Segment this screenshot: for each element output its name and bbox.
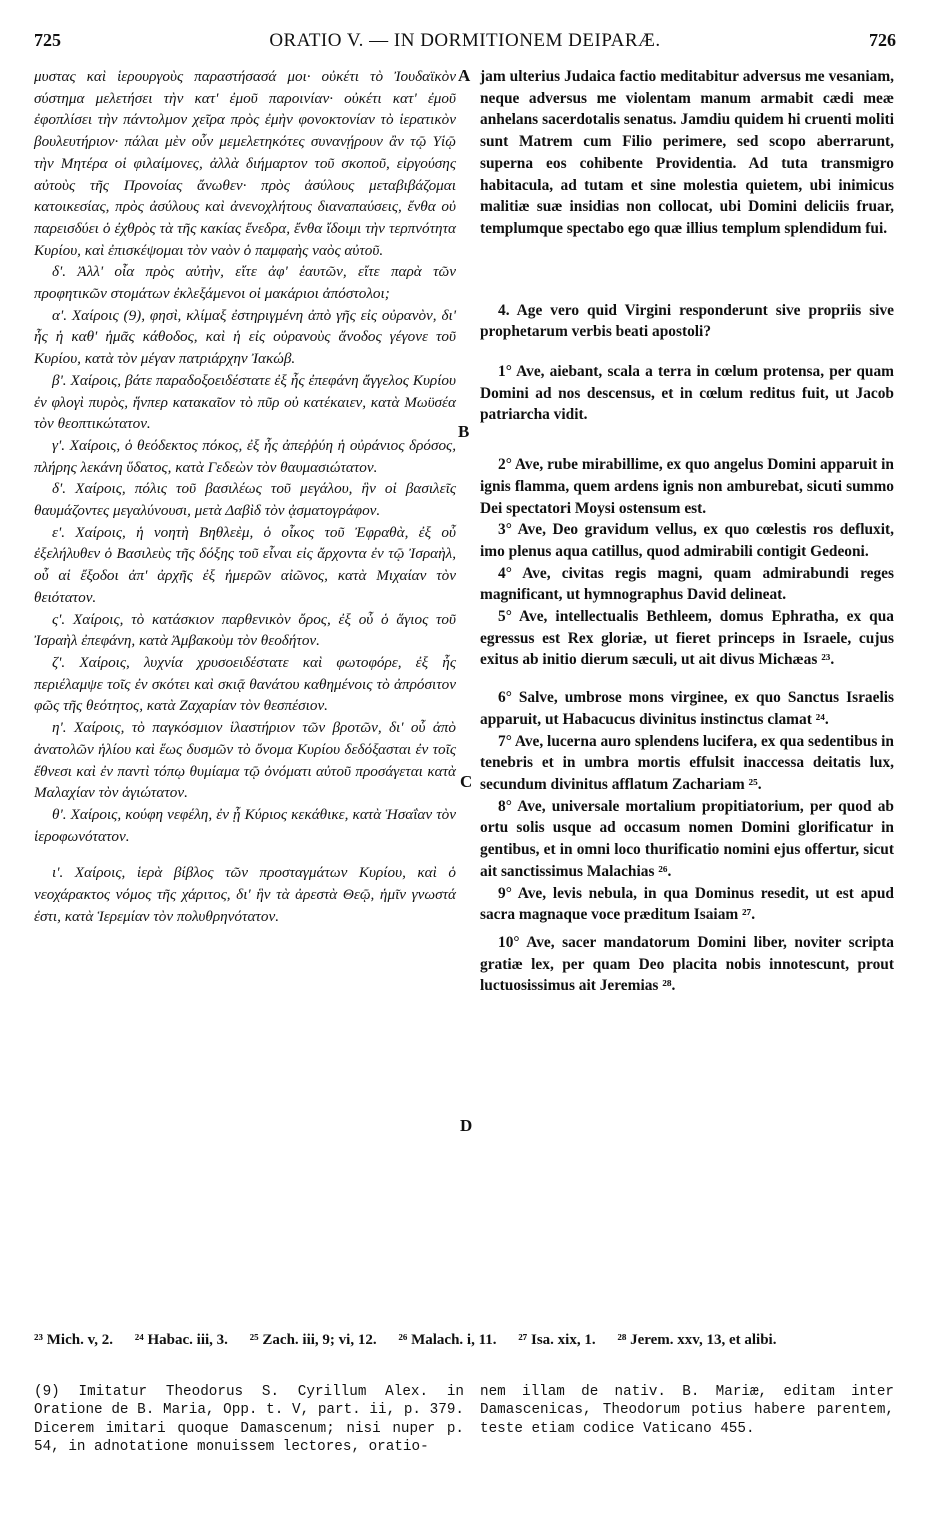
latin-paragraph: 8° Ave, universale mortalium propitiatorium, per quod ab ortu solis usque ad occasum nomen Domini glorificatur in gentibus, et in omni loco thurificatio nomini ejus offertur, sicut ait sanctissimus Malachias ²⁶. [480, 797, 894, 880]
footnote-ref: ²³ Mich. v, 2. [34, 1332, 113, 1348]
section-marker-b: B [458, 422, 470, 441]
greek-paragraph: ι'. Χαίροις, ἱερὰ βίβλος τῶν προσταγμάτων Κυρίου, καὶ ὁ νεοχάρακτος νόμος τῆς χάριτος, δι' ἣν τὰ ἀρεστὰ Θεῷ, ἡμῖν γνωστά ἐστι, κατὰ Ἱερεμίαν τὸν πολυθρηνότατον. [34, 864, 456, 925]
footnote-ref: ²⁴ Habac. iii, 3. [134, 1332, 228, 1348]
footnote-ref: ²⁵ Zach. iii, 9; vi, 12. [249, 1332, 377, 1348]
footnote-ref: ²⁸ Jerem. xxv, 13, et alibi. [617, 1332, 777, 1348]
section-marker-d: D [460, 1116, 473, 1135]
greek-paragraph: η'. Χαίροις, τὸ παγκόσμιον ἱλαστήριον τῶν βροτῶν, δι' οὗ ἀπὸ ἀνατολῶν ἡλίου καὶ ἕως δυσμῶν τὸ ὄνομα Κυρίου δεδόξασται ἐν τοῖς ἔθνεσι καὶ ἐν παντὶ τόπῳ θυμίαμα τῷ ὀνόματι αὐτοῦ προσάγεται κατὰ Μαλαχίαν τὸν ἁγιώτατον. [34, 719, 456, 802]
page-number-left: 725 [34, 30, 61, 50]
latin-paragraph: 2° Ave, rube mirabillime, ex quo angelus Domini apparuit in ignis flamma, quem ardens ignis non amburebat, sicuti summo Dei spectatori Moysi ostensum est. [480, 456, 894, 517]
footnote-ref: ²⁷ Isa. xix, 1. [518, 1332, 596, 1348]
latin-paragraph: jam ulterius Judaica factio meditabitur adversus me vesaniam, neque adversus me violentam manum armabit cædi meæ anhelans sacerdotalis senatus. Jamdiu quidem hi cruenti moliti sunt Matrem cum Filio perimere, sed scopo aberrarunt, superna eos cohibente Providentia. Ad tuta transmigro habitacula, ad tutam et sine molestia quietem, ubi inimicus malitiæ suæ insidias non collocat, ubi Domini deliciis fruar, templumque spectabo ego quæ illius templum splendidum fui. [480, 68, 894, 237]
greek-paragraph: δ'. Ἀλλ' οἷα πρὸς αὐτὴν, εἴτε ἀφ' ἑαυτῶν, εἴτε παρὰ τῶν προφητικῶν στομάτων ἐκλεξάμενοι οἱ μακάριοι ἀπόστολοι; [34, 263, 456, 303]
latin-paragraph: 3° Ave, Deo gravidum vellus, ex quo cœlestis ros defluxit, imo plenus aqua catillus, quod admirabili contigit Gedeoni. [480, 521, 894, 560]
latin-paragraph: 4. Age vero quid Virgini responderunt sive propriis sive prophetarum verbis beati apostoli? [480, 301, 894, 341]
editorial-note-right: nem illam de nativ. B. Mariæ, editam inter Damascenicas, Theodorum potius habere parentem, teste etiam codice Vaticano 455. [480, 1384, 894, 1437]
footnote-ref: ²⁶ Malach. i, 11. [398, 1332, 497, 1348]
latin-paragraph: 6° Salve, umbrose mons virginee, ex quo Sanctus Israelis apparuit, ut Habacucus divinitus instinctus clamat ²⁴. [480, 689, 894, 728]
greek-paragraph: ζ'. Χαίροις, λυχνία χρυσοειδέστατε καὶ φωτοφόρε, ἐξ ἧς περιέλαμψε τοῖς ἐν σκότει καὶ σκιᾷ θανάτου καθημένοις τὸ ἀπρόσιτον φῶς τῆς θεότητος, κατὰ Ζαχαρίαν τὸν θεσπέσιον. [34, 653, 456, 715]
latin-paragraph: 5° Ave, intellectualis Bethleem, domus Ephratha, ex qua egressus est Rex gloriæ, ut fieret princeps in Israele, cujus exitus ab initio dierum sæculi, ut ait divus Michæas ²³. [480, 608, 894, 669]
greek-paragraph: μυστας καὶ ἱερουργοὺς παραστήσασά μοι· οὐκέτι τὸ Ἰουδαϊκὸν σύστημα μελετήσει τὴν κατ' ἐμοῦ παροινίαν· οὐκέτι κατ' ἐμοῦ ἐφοπλίσει τὴν πάντολμον χεῖρα πρὸς ἐμὴν φονοκτονίαν τὸ ἱερατικὸν βουλευτήριον· πάλαι μὲν οὖν μεμελετηκότες συνανῄρουν ἂν τῷ Υἱῷ τὴν Μητέρα οἱ φιλαίμονες, ἀλλὰ διήμαρτον τοῦ σκοποῦ, εἰργούσης αὐτοὺς τῆς Προνοίας ἄνωθεν· πρὸς ἀσύλους μεταβιβάζομαι κατοικεσίας, πρὸς ἀσύλους καὶ ἀνενοχλήτους διαναπαύσεις, ἔνθα οὐ παρεισδύει ὁ ἐχθρὸς τὰ τῆς κακίας ἔνεδρα, ἔνθα ἴδοιμι τὴν τερπνότητα Κυρίου, καὶ ἐπισκέψομαι τὸν ναὸν ὁ παμφαὴς ναὸς αὐτοῦ. [34, 68, 456, 259]
greek-paragraph: θ'. Χαίροις, κούφη νεφέλη, ἐν ᾗ Κύριος κεκάθικε, κατὰ Ἡσαΐαν τὸν ἱεροφωνότατον. [34, 805, 456, 845]
greek-paragraph: β'. Χαίροις, βάτε παραδοξοειδέστατε ἐξ ἧς ἐπεφάνη ἄγγελος Κυρίου ἐν φλογὶ πυρὸς, ἥνπερ κατακαῖον τὸ πῦρ οὐ κατέκαιεν, κατὰ Μωϋσέα τὸν θεοπτικώτατον. [34, 371, 456, 433]
greek-column [34, 66, 456, 927]
latin-paragraph: 9° Ave, levis nebula, in qua Dominus resedit, ut est apud sacra magnaque voce præditum Isaiam ²⁷. [480, 884, 894, 924]
running-title: ORATIO V. — IN DORMITIONEM DEIPARÆ. [269, 30, 661, 51]
section-marker-c: C [460, 772, 473, 791]
running-header [34, 30, 896, 64]
section-marker-a: A [458, 66, 471, 85]
greek-paragraph: δ'. Χαίροις, πόλις τοῦ βασιλέως τοῦ μεγάλου, ἣν οἱ βασιλεῖς θαυμάζοντες μεγαλύνουσι, μετὰ Δαβὶδ τὸν ᾀσματογράφον. [34, 480, 456, 520]
latin-paragraph: 1° Ave, aiebant, scala a terra in cœlum protensa, per quam Domini ad nos descensus, et in cœlum reditus fuit, ut Jacob patriarcha vidit. [480, 363, 894, 424]
greek-paragraph: ε'. Χαίροις, ἡ νοητὴ Βηθλεὲμ, ὁ οἶκος τοῦ Ἐφραθὰ, ἐξ οὗ ἐξελήλυθεν ὁ Βασιλεὺς τῆς δόξης τοῦ εἶναι εἰς ἄρχοντα ἐν τῷ Ἰσραὴλ, οὗ αἱ ἔξοδοι ἀπ' ἀρχῆς ἐξ ἡμερῶν αἰῶνος, κατὰ Μιχαίαν τὸν θειότατον. [34, 523, 456, 606]
latin-paragraph: 10° Ave, sacer mandatorum Domini liber, noviter scripta gratiæ lex, per quam Deo placita nobis innotescunt, prout luctuosissimus ait Jeremias ²⁸. [480, 933, 894, 995]
greek-paragraph: α'. Χαίροις (9), φησὶ, κλίμαξ ἐστηριγμένη ἀπὸ γῆς εἰς οὐρανὸν, δι' ἧς ἡ καθ' ἡμᾶς κάθοδος, καὶ ἡ εἰς οὐρανοὺς ἄνοδος γέγονε τοῦ Κυρίου, κατὰ τὸν μέγαν πατριάρχην Ἰακώβ. [34, 306, 456, 368]
scripture-footnotes [34, 1330, 896, 1350]
latin-paragraph: 4° Ave, civitas regis magni, quam admirabundi reges magnificant, ut hymnographus David delineat. [480, 564, 894, 604]
greek-paragraph: γ'. Χαίροις, ὁ θεόδεκτος πόκος, ἐξ ἧς ἀπεῤῥύη ἡ οὐράνιος δρόσος, πλήρης λεκάνη ὕδατος, κατὰ Γεδεὼν τὸν θαυμασιώτατον. [34, 436, 456, 476]
greek-paragraph: ς'. Χαίροις, τὸ κατάσκιον παρθενικὸν ὄρος, ἐξ οὗ ὁ ἅγιος τοῦ Ἰσραὴλ ἐπεφάνη, κατὰ Ἀμβακοὺμ τὸν θεοδήτον. [34, 610, 456, 650]
editorial-note-left: (9) Imitatur Theodorus S. Cyrillum Alex. in Oratione de B. Maria, Opp. t. V, part. ii, p. 379. Dicerem imitari quoque Damascenum; nisi nuper p. 54, in adnotatione monuissem lectores, oratio- [34, 1384, 464, 1455]
page-number-right: 726 [869, 30, 896, 50]
latin-paragraph: 7° Ave, lucerna auro splendens lucifera, ex qua sedentibus in tenebris et in umbra mortis effulsit inaccessa deitatis lux, secundum divinitus afflatum Zachariam ²⁵. [480, 732, 894, 793]
latin-column [480, 66, 894, 997]
